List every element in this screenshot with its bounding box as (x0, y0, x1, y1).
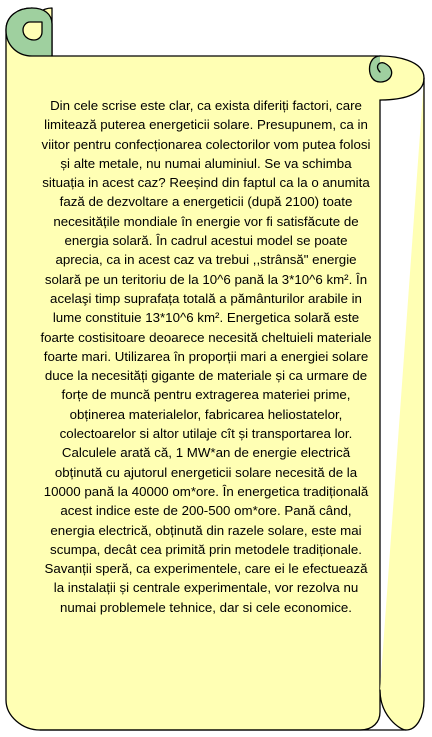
scroll-bottom-roll (380, 78, 424, 730)
scroll-top-curl-inner (23, 22, 42, 40)
scroll-text: Din cele scrise este clar, ca exista diferiți factori, care limitează puterea energeticii solare. Presupunem, ca in viitor pentru confecționarea colectorilor vom putea folosi și alte metale, nu numai aluminiul. Se va schimba situația in acest caz? Reeșind din faptul ca la o anumita fază de dezvoltare a energeticii (după 2100) toate necesitățile mondiale în energie vor fi satisfăcute de energia solară. În cadrul acestui model se poate aprecia, ca in acest caz va trebui ,,strânsă" energie solară pe un teritoriu de la 10^6 pană la 3*10^6 km². În acelaşi timp suprafața totală a pământurilor arabile in lume constituie 13*10^6 km². Energetica solară este foarte costisitoare deoarece necesită cheltuieli materiale foarte mari. Utilizarea în proporții mari a energiei solare duce la necesități gigante de materiale și ca urmare de forțe de muncă pentru extragerea materiei prime, obținerea materialelor, fabricarea heliostatelor, colectoarelor si altor utilaje cît și transportarea lor. Calculele arată că, 1 MW*an de energie electrică obținută cu ajutorul energeticii solare necesită de la 10000 pană la 40000 om*ore. În energetica tradițională acest indice este de 200-500 om*ore. Pană când, energia electrică, obținută din razele solare, este mai scumpa, decât cea primită prin metodele tradiționale. Savanții speră, ca experimentele, care ei le efectuează la instalații și centrale experimentale, vor rezolva nu numai problemele tehnice, dar si cele economice. (40, 98, 372, 615)
